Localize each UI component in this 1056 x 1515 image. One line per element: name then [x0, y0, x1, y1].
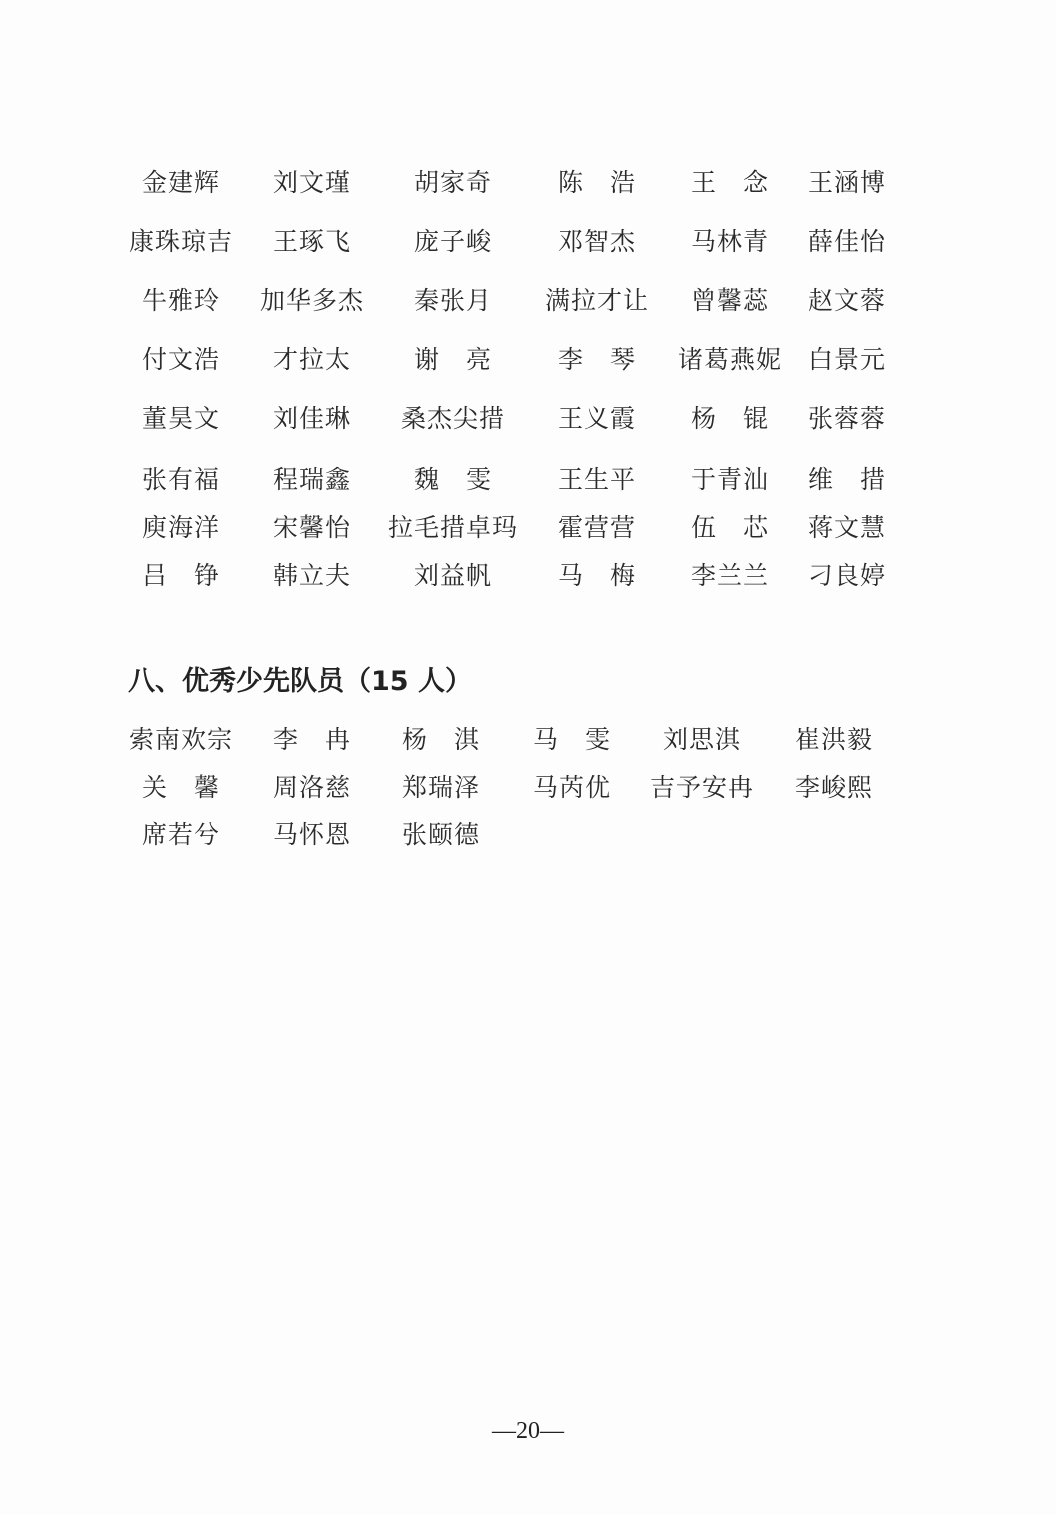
person-name: 邓智杰	[557, 227, 637, 256]
person-name: 王 念	[690, 168, 770, 197]
page-number: —20—	[492, 1418, 564, 1444]
person-name: 马怀恩	[272, 820, 352, 849]
person-name: 崔洪毅	[794, 725, 874, 754]
person-name: 霍营营	[557, 513, 637, 542]
person-name: 伍 芯	[690, 513, 770, 542]
person-name: 刘益帆	[413, 561, 493, 590]
person-name: 庾海洋	[141, 513, 221, 542]
person-name: 李峻熙	[794, 773, 874, 802]
person-name: 秦张月	[413, 286, 493, 315]
person-name: 张蓉蓉	[807, 404, 887, 433]
person-name: 刘佳琳	[272, 404, 352, 433]
person-name: 于青汕	[690, 465, 770, 494]
person-name: 席若兮	[141, 820, 221, 849]
person-name: 牛雅玲	[141, 286, 221, 315]
section-heading: 八、优秀少先队员（15 人）	[128, 666, 472, 697]
person-name: 金建辉	[141, 168, 221, 197]
person-name: 蒋文慧	[807, 513, 887, 542]
person-name: 周洛慈	[272, 773, 352, 802]
person-name: 马 雯	[532, 725, 612, 754]
person-name: 马林青	[690, 227, 770, 256]
person-name: 刁良婷	[807, 561, 887, 590]
person-name: 张有福	[141, 465, 221, 494]
person-name: 索南欢宗	[128, 725, 234, 754]
person-name: 谢 亮	[413, 345, 493, 374]
person-name: 付文浩	[141, 345, 221, 374]
person-name: 郑瑞泽	[401, 773, 481, 802]
person-name: 王涵博	[807, 168, 887, 197]
person-name: 吕 铮	[141, 561, 221, 590]
person-name: 诸葛燕妮	[677, 345, 783, 374]
person-name: 刘思淇	[662, 725, 742, 754]
person-name: 宋馨怡	[272, 513, 352, 542]
person-name: 杨 淇	[401, 725, 481, 754]
person-name: 程瑞鑫	[272, 465, 352, 494]
person-name: 赵文蓉	[807, 286, 887, 315]
person-name: 陈 浩	[557, 168, 637, 197]
person-name: 李兰兰	[690, 561, 770, 590]
person-name: 加华多杰	[259, 286, 365, 315]
person-name: 马芮优	[532, 773, 612, 802]
person-name: 胡家奇	[413, 168, 493, 197]
person-name: 王生平	[557, 465, 637, 494]
person-name: 才拉太	[272, 345, 352, 374]
person-name: 李 琴	[557, 345, 637, 374]
person-name: 康珠琼吉	[128, 227, 234, 256]
person-name: 韩立夫	[272, 561, 352, 590]
person-name: 庞子峻	[413, 227, 493, 256]
person-name: 吉予安冉	[649, 773, 755, 802]
person-name: 张颐德	[401, 820, 481, 849]
person-name: 曾馨蕊	[690, 286, 770, 315]
person-name: 杨 锟	[690, 404, 770, 433]
person-name: 董昊文	[141, 404, 221, 433]
person-name: 马 梅	[557, 561, 637, 590]
person-name: 王义霞	[557, 404, 637, 433]
person-name: 薛佳怡	[807, 227, 887, 256]
person-name: 魏 雯	[413, 465, 493, 494]
person-name: 李 冉	[272, 725, 352, 754]
person-name: 拉毛措卓玛	[387, 513, 519, 542]
person-name: 桑杰尖措	[400, 404, 506, 433]
person-name: 白景元	[807, 345, 887, 374]
person-name: 维 措	[807, 465, 887, 494]
person-name: 关 馨	[141, 773, 221, 802]
person-name: 刘文瑾	[272, 168, 352, 197]
person-name: 王琢飞	[272, 227, 352, 256]
person-name: 满拉才让	[544, 286, 650, 315]
